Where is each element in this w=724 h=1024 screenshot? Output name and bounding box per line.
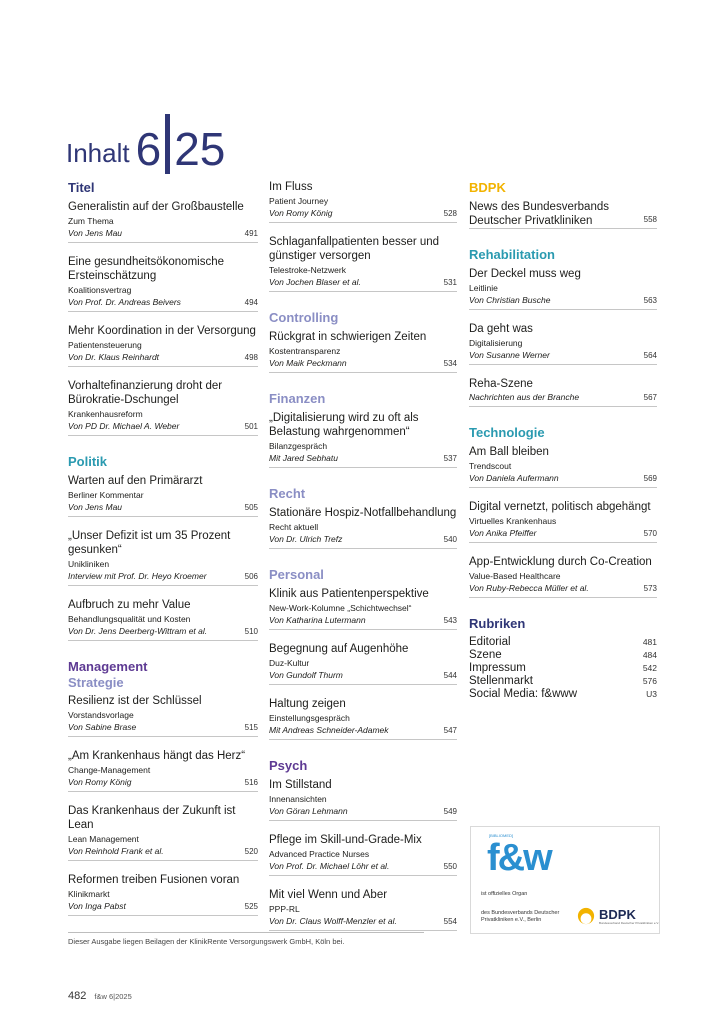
toc-section xyxy=(269,180,457,292)
toc-section xyxy=(68,454,258,641)
entry-author: Von Maik Peckmann xyxy=(269,358,347,368)
entry-kicker: Klinikmarkt xyxy=(68,889,110,899)
entry-author: Von Jens Mau xyxy=(68,502,123,512)
toc-entry xyxy=(269,180,457,223)
entry-page: 549 xyxy=(443,807,457,816)
rubrik-row xyxy=(469,675,657,688)
entry-author: Von Dr. Ulrich Trefz xyxy=(269,534,343,544)
entry-title: Aufbruch zu mehr Value xyxy=(68,599,191,611)
entry-kicker: Behandlungsqualität und Kosten xyxy=(68,614,191,624)
entry-kicker: Change-Management xyxy=(68,765,151,775)
entry-page: 540 xyxy=(443,535,457,544)
entry-author-line xyxy=(269,805,457,821)
entry-author: Von Ruby-Rebecca Müller et al. xyxy=(469,583,589,593)
section-heading: Controlling xyxy=(269,310,339,325)
entry-page: 543 xyxy=(443,616,457,625)
entry-author: Von Sabine Brase xyxy=(68,722,137,732)
entry-page: 491 xyxy=(244,229,258,238)
entry-title: Mehr Koordination in der Versorgung xyxy=(68,325,256,337)
entry-author: Von Prof. Dr. Andreas Beivers xyxy=(68,297,181,307)
masthead-divider xyxy=(165,114,170,174)
entry-kicker: Patientensteuerung xyxy=(68,340,142,350)
section-heading: Recht xyxy=(269,486,306,501)
toc-entry xyxy=(269,330,457,373)
rubrik-page: 542 xyxy=(642,663,657,673)
entry-author: Von Gundolf Thurm xyxy=(269,670,343,680)
section-heading: Personal xyxy=(269,567,324,582)
rubrik-row xyxy=(469,636,657,649)
entry-author: Von Dr. Klaus Reinhardt xyxy=(68,352,160,362)
toc-entry xyxy=(469,500,657,543)
entry-author-line xyxy=(68,776,258,792)
entry-page: 510 xyxy=(244,627,258,636)
entry-author-line xyxy=(469,472,657,488)
section-heading: Technologie xyxy=(469,425,545,440)
entry-page: 506 xyxy=(244,572,258,581)
entry-author: Von Inga Pabst xyxy=(68,901,126,911)
entry-title: Warten auf den Primärarzt xyxy=(68,475,203,487)
toc-section xyxy=(469,247,657,407)
toc-entry xyxy=(68,873,258,916)
entry-page: 569 xyxy=(643,474,657,483)
entry-kicker: Unikliniken xyxy=(68,559,110,569)
toc-section xyxy=(469,180,657,229)
entry-author-line xyxy=(269,207,457,223)
entry-author-line xyxy=(68,721,258,737)
toc-entry xyxy=(68,379,258,436)
entry-kicker: Trendscout xyxy=(469,461,512,471)
entry-title: Vorhaltefinanzierung droht der Bürokratie-Dschungel xyxy=(68,380,223,406)
toc-entry xyxy=(269,778,457,821)
entry-kicker: New-Work-Kolumne „Schichtwechsel“ xyxy=(269,603,412,613)
entry-author-line xyxy=(269,614,457,630)
entry-page: 528 xyxy=(443,209,457,218)
entry-title: „Digitalisierung wird zu oft als Belastung wahrgenommen“ xyxy=(269,412,419,438)
entry-page: 498 xyxy=(244,353,258,362)
masthead-word: Inhalt xyxy=(66,138,130,168)
toc-entry xyxy=(469,445,657,488)
toc-entry xyxy=(269,587,457,630)
entry-kicker: Telestroke-Netzwerk xyxy=(269,265,346,275)
entry-page: 516 xyxy=(244,778,258,787)
entry-author: Von Jens Mau xyxy=(68,228,123,238)
rubrik-label: Stellenmarkt xyxy=(469,675,533,687)
rubrik-page: 576 xyxy=(642,676,657,686)
entry-author: Mit Jared Sebhatu xyxy=(269,453,338,463)
entry-page: 570 xyxy=(643,529,657,538)
entry-page: 534 xyxy=(443,359,457,368)
entry-author: Von Christian Busche xyxy=(469,295,551,305)
entry-title: Klinik aus Patientenperspektive xyxy=(269,588,429,600)
entry-kicker: Koalitionsvertrag xyxy=(68,285,132,295)
entry-author-line xyxy=(68,501,258,517)
entry-page: 558 xyxy=(643,215,657,224)
section-heading: BDPK xyxy=(469,180,506,195)
entry-author-line xyxy=(68,420,258,436)
entry-author-line xyxy=(469,294,657,310)
entry-kicker: Vorstandsvorlage xyxy=(68,710,134,720)
toc-entry xyxy=(269,506,457,549)
masthead-issue: 6 xyxy=(135,123,162,175)
entry-kicker: Einstellungsgespräch xyxy=(269,713,350,723)
rubrik-label: Szene xyxy=(469,649,502,661)
entry-title: Reha-Szene xyxy=(469,378,533,390)
entry-page: 563 xyxy=(643,296,657,305)
entry-title: Da geht was xyxy=(469,323,533,335)
entry-page: 573 xyxy=(643,584,657,593)
entry-kicker: Zum Thema xyxy=(68,216,114,226)
masthead-year: 25 xyxy=(174,123,226,175)
entry-author: Interview mit Prof. Dr. Heyo Kroemer xyxy=(68,571,207,581)
entry-title: Im Fluss xyxy=(269,181,313,193)
entry-title: Am Ball bleiben xyxy=(469,446,549,458)
toc-section xyxy=(469,425,657,598)
toc-entry xyxy=(269,833,457,876)
entry-author-line xyxy=(269,357,457,373)
toc-entry xyxy=(269,888,457,931)
page-number: 482 xyxy=(68,990,87,1002)
entry-title: Generalistin auf der Großbaustelle xyxy=(68,201,244,213)
entry-page: 564 xyxy=(643,351,657,360)
toc-section xyxy=(68,180,258,436)
toc-section xyxy=(269,486,457,549)
entry-author-line xyxy=(469,349,657,365)
entry-title: News des Bundesverbands Deutscher Privatkliniken xyxy=(469,201,609,227)
entry-page: 544 xyxy=(443,671,457,680)
entry-title: Stationäre Hospiz-Notfallbehandlung xyxy=(269,507,457,519)
rubrik-row xyxy=(469,662,657,675)
rubrik-label: Impressum xyxy=(469,662,526,674)
rubrik-row xyxy=(469,688,657,701)
toc-section xyxy=(269,310,457,373)
entry-page: 525 xyxy=(244,902,258,911)
rubriken-section xyxy=(469,616,657,701)
rubrik-page: 481 xyxy=(642,637,657,647)
toc-entry xyxy=(269,235,457,292)
entry-author-line xyxy=(68,625,258,641)
publisher-badge xyxy=(470,826,660,934)
entry-author-line xyxy=(68,570,258,586)
entry-author: Von Romy König xyxy=(269,208,333,218)
entry-kicker: Kostentransparenz xyxy=(269,346,341,356)
entry-author: Von Göran Lehmann xyxy=(269,806,348,816)
entry-author: Von Prof. Dr. Michael Löhr et al. xyxy=(269,861,390,871)
entry-page: 537 xyxy=(443,454,457,463)
entry-title: Pflege im Skill-und-Grade-Mix xyxy=(269,834,422,846)
magazine-issue: f&w 6|2025 xyxy=(94,992,132,1001)
entry-author-line xyxy=(269,669,457,685)
entry-author-line xyxy=(269,533,457,549)
rubrik-label: Social Media: f&www xyxy=(469,688,578,700)
entry-author-line xyxy=(68,845,258,861)
toc-entry xyxy=(68,529,258,586)
entry-author-line xyxy=(68,227,258,243)
entry-page: 520 xyxy=(244,847,258,856)
entry-page: 531 xyxy=(443,278,457,287)
entry-author-line xyxy=(269,452,457,468)
toc-entry xyxy=(469,555,657,598)
entry-page: 501 xyxy=(244,422,258,431)
entry-author: Nachrichten aus der Branche xyxy=(469,392,580,402)
toc-section xyxy=(269,391,457,468)
entry-title: Haltung zeigen xyxy=(269,698,346,710)
entry-title: Schlaganfallpatienten besser und günstiger versorgen xyxy=(269,236,440,262)
entry-author: Von Romy König xyxy=(68,777,132,787)
entry-author-line xyxy=(269,724,457,740)
entry-page: 494 xyxy=(244,298,258,307)
fw-logo: f&w xyxy=(487,837,551,879)
toc-section xyxy=(269,567,457,740)
entry-title: Mit viel Wenn und Aber xyxy=(269,889,388,901)
bdpk-sun-icon xyxy=(577,907,595,925)
toc-entry xyxy=(68,694,258,737)
toc-entry xyxy=(269,642,457,685)
entry-kicker: Advanced Practice Nurses xyxy=(269,849,370,859)
entry-author: Von Anika Pfeiffer xyxy=(469,528,537,538)
entry-title: Resilienz ist der Schlüssel xyxy=(68,695,202,707)
entry-kicker: Innenansichten xyxy=(269,794,327,804)
toc-entry xyxy=(68,804,258,861)
bibliomed-tag: [BIBLIOMED] xyxy=(489,833,514,838)
section-subheading: Strategie xyxy=(68,675,124,690)
section-heading: Titel xyxy=(68,180,95,195)
entry-title: Digital vernetzt, politisch abgehängt xyxy=(469,501,651,513)
entry-author: Von Daniela Aufermann xyxy=(469,473,559,483)
entry-kicker: Value-Based Healthcare xyxy=(469,571,561,581)
entry-kicker: Bilanzgespräch xyxy=(269,441,328,451)
toc-section xyxy=(68,659,258,916)
entry-title: Rückgrat in schwierigen Zeiten xyxy=(269,331,427,343)
supplement-note: Dieser Ausgabe liegen Beilagen der KlinikRente Versorgungswerk GmbH, Köln bei. xyxy=(68,932,424,946)
entry-author: Mit Andreas Schneider-Adamek xyxy=(269,725,389,735)
organ-text: ist offizielles Organ xyxy=(481,891,528,897)
entry-author-line xyxy=(68,351,258,367)
rubrik-row xyxy=(469,649,657,662)
entry-title: Das Krankenhaus der Zukunft ist Lean xyxy=(68,805,236,831)
entry-author: Von Dr. Jens Deerberg-Wittram et al. xyxy=(68,626,208,636)
toc-entry xyxy=(269,697,457,740)
entry-author-line xyxy=(469,582,657,598)
masthead xyxy=(66,110,225,174)
bdpk-logo: BDPK xyxy=(599,907,636,922)
entry-title: „Am Krankenhaus hängt das Herz“ xyxy=(68,750,246,762)
entry-kicker: Virtuelles Krankenhaus xyxy=(469,516,557,526)
section-heading: Rubriken xyxy=(469,616,526,631)
entry-title: Eine gesundheitsökonomische Ersteinschätzung xyxy=(68,256,224,282)
section-heading: Politik xyxy=(68,454,108,469)
entry-author-line xyxy=(68,296,258,312)
fw-logo-box xyxy=(479,831,551,879)
entry-kicker: Lean Management xyxy=(68,834,139,844)
entry-title: Im Stillstand xyxy=(269,779,332,791)
entry-title: Begegnung auf Augenhöhe xyxy=(269,643,409,655)
toc-column-middle xyxy=(269,180,457,949)
section-heading: Management xyxy=(68,659,148,674)
entry-kicker: Recht aktuell xyxy=(269,522,319,532)
entry-page: 567 xyxy=(643,393,657,402)
entry-kicker: Digitalisierung xyxy=(469,338,523,348)
toc-entry xyxy=(269,411,457,468)
toc-entry xyxy=(68,598,258,641)
entry-title: „Unser Defizit ist um 35 Prozent gesunken“ xyxy=(68,530,231,556)
toc-entry xyxy=(469,267,657,310)
toc-entry xyxy=(68,255,258,312)
page-footer xyxy=(68,990,132,1002)
entry-kicker: PPP-RL xyxy=(269,904,300,914)
entry-author-line xyxy=(269,915,457,931)
entry-kicker: Patient Journey xyxy=(269,196,329,206)
toc-entry xyxy=(469,322,657,365)
toc-section xyxy=(269,758,457,931)
association-text: des Bundesverbands Deutscher Privatkliniken e.V., Berlin xyxy=(481,910,560,923)
entry-page: 515 xyxy=(244,723,258,732)
entry-author-line xyxy=(469,527,657,543)
toc-entry xyxy=(469,200,657,229)
entry-author: Von Dr. Claus Wolff-Menzler et al. xyxy=(269,916,397,926)
rubrik-page: U3 xyxy=(646,689,657,699)
entry-author-line xyxy=(269,276,457,292)
toc-entry xyxy=(68,474,258,517)
bdpk-fineprint: Bundesverband Deutscher Privatkliniken e.V. xyxy=(599,921,659,925)
entry-author-line xyxy=(68,900,258,916)
entry-kicker: Berliner Kommentar xyxy=(68,490,144,500)
entry-title: App-Entwicklung durch Co-Creation xyxy=(469,556,652,568)
entry-kicker: Leitlinie xyxy=(469,283,498,293)
entry-author: Von Susanne Werner xyxy=(469,350,550,360)
entry-page: 550 xyxy=(443,862,457,871)
entry-title: Reformen treiben Fusionen voran xyxy=(68,874,240,886)
entry-author-line xyxy=(469,391,657,407)
toc-entry xyxy=(68,200,258,243)
toc-entry xyxy=(68,324,258,367)
entry-page: 505 xyxy=(244,503,258,512)
rubrik-page: 484 xyxy=(642,650,657,660)
toc-entry xyxy=(469,377,657,407)
entry-author-line xyxy=(269,860,457,876)
entry-kicker: Duz-Kultur xyxy=(269,658,310,668)
section-heading: Psych xyxy=(269,758,308,773)
rubrik-label: Editorial xyxy=(469,636,511,648)
entry-title: Der Deckel muss weg xyxy=(469,268,581,280)
toc-column-left xyxy=(68,180,258,934)
section-heading: Finanzen xyxy=(269,391,326,406)
entry-author: Von Katharina Lutermann xyxy=(269,615,366,625)
entry-page: 554 xyxy=(443,917,457,926)
entry-author: Von Jochen Blaser et al. xyxy=(269,277,361,287)
entry-author: Von Reinhold Frank et al. xyxy=(68,846,164,856)
entry-page: 547 xyxy=(443,726,457,735)
toc-entry xyxy=(68,749,258,792)
section-heading: Rehabilitation xyxy=(469,247,555,262)
entry-author: Von PD Dr. Michael A. Weber xyxy=(68,421,180,431)
entry-kicker: Krankenhausreform xyxy=(68,409,143,419)
toc-column-right xyxy=(469,180,657,719)
